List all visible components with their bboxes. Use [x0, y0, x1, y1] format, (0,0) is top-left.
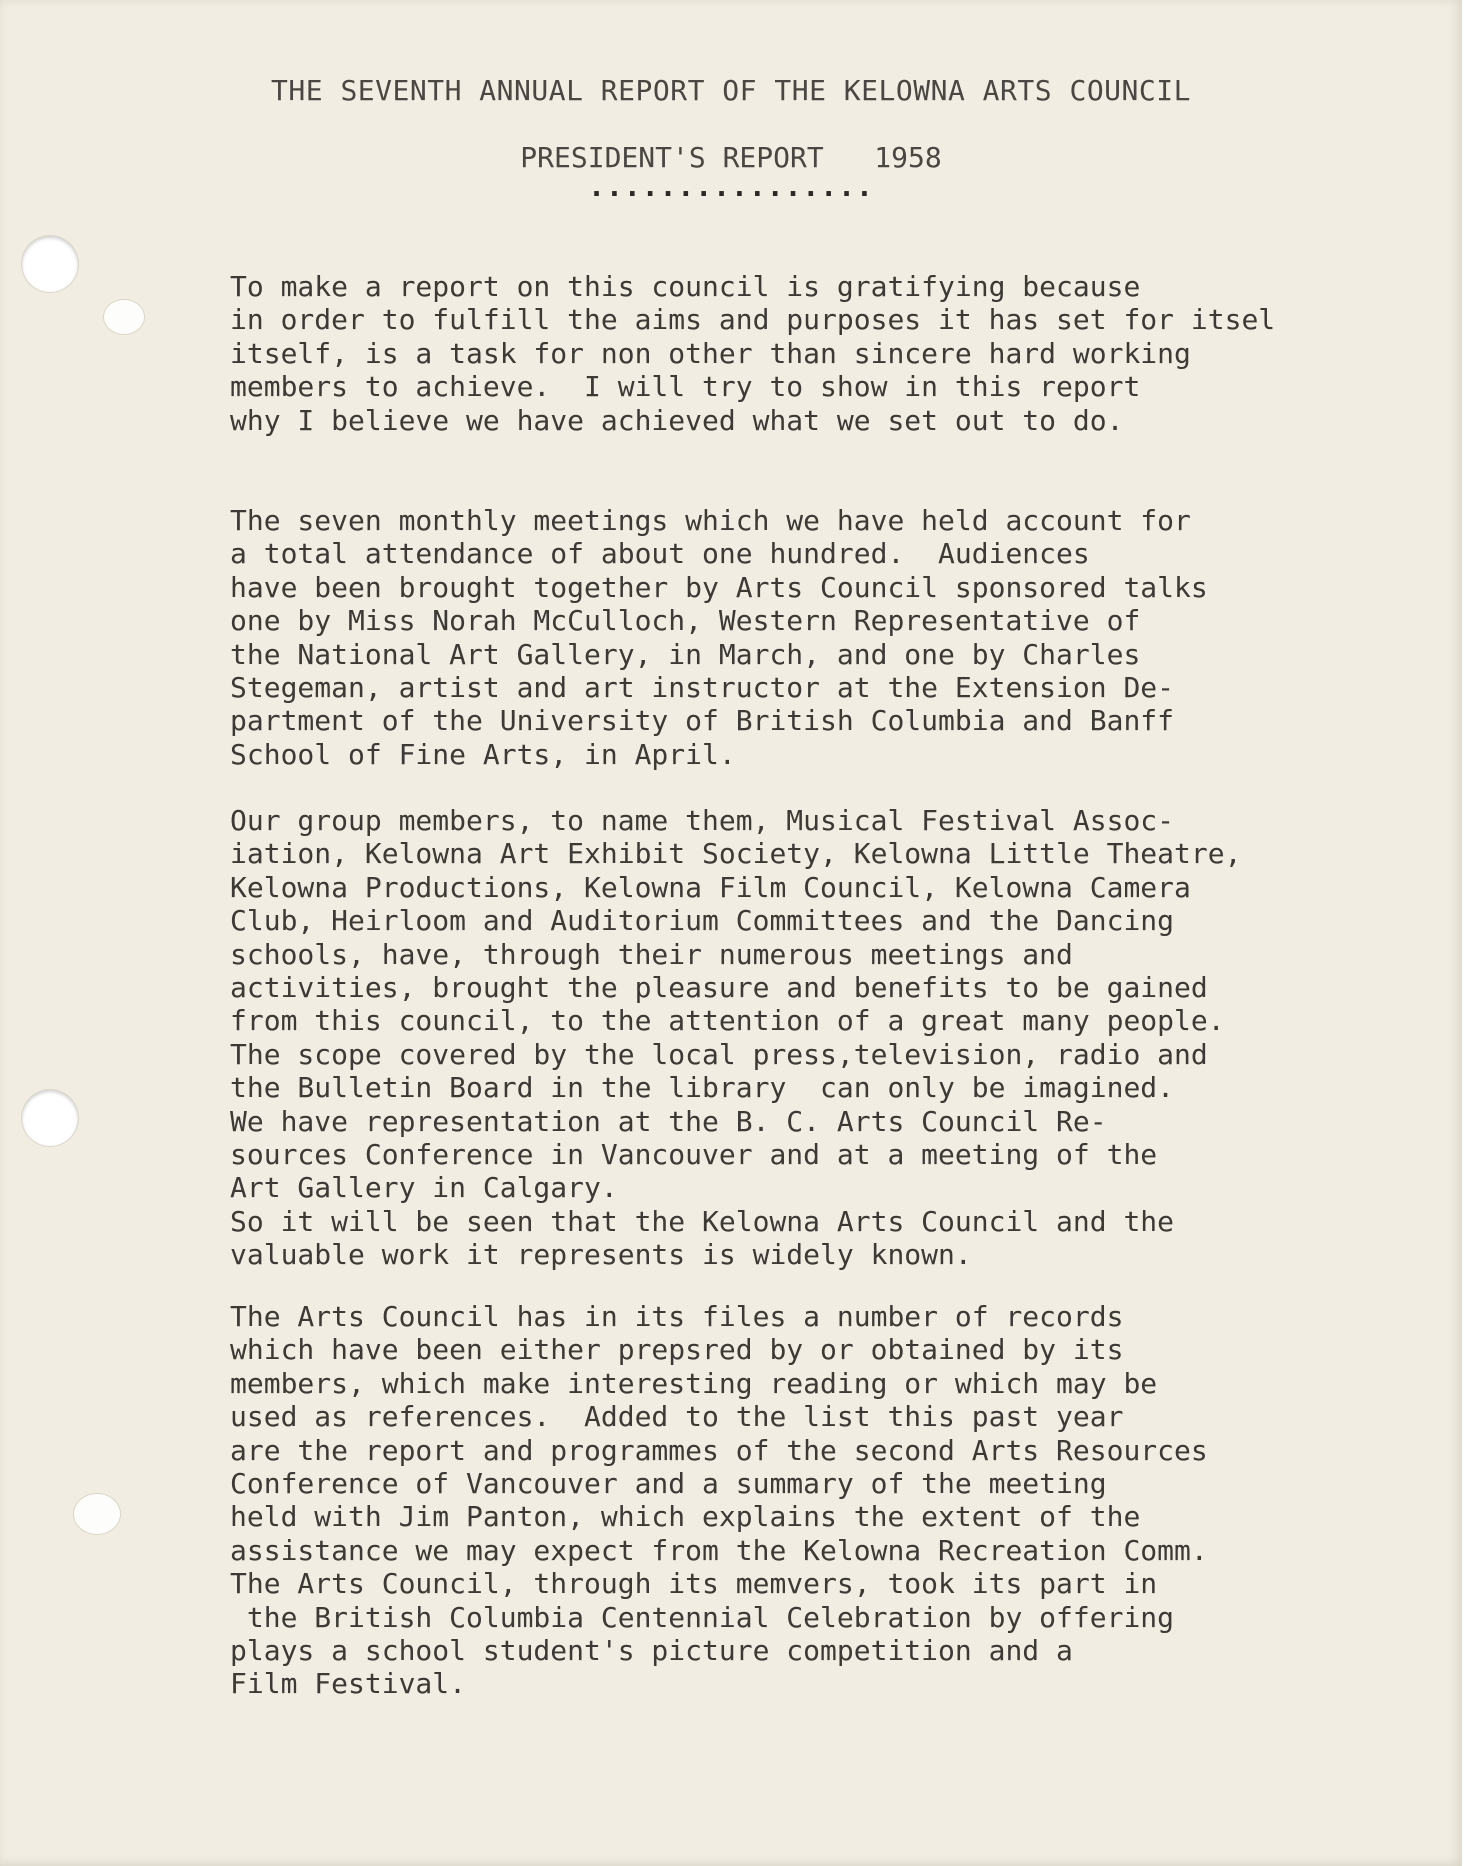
page-edge: [1462, 0, 1480, 1866]
paragraph-group-members: Our group members, to name them, Musical Festival Assoc- iation, Kelowna Art Exhibit Society, Kelowna Little Theatre, Kelowna Productions, Kelowna Film Council, Kelowna Camera Club, Heirloom and Auditorium Committees and the Dancing schools, have, through their numerous meetings and activities, brought the pleasure and benefits to be gained from this council, to the attention of a great many people. The scope covered by the local press,television, radio and the Bulletin Board in the library can only be imagined. We have representation at the B. C. Arts Council Re- sources Conference in Vancouver and at a meeting of the Art Gallery in Calgary. So it will be seen that the Kelowna Arts Council and the valuable work it represents is widely known.: [230, 804, 1242, 1272]
report-subtitle: PRESIDENT'S REPORT 1958: [520, 141, 942, 174]
report-title: THE SEVENTH ANNUAL REPORT OF THE KELOWNA ARTS COUNCIL: [271, 74, 1191, 107]
paper-blemish: [104, 300, 144, 334]
punch-hole-middle: [22, 1090, 78, 1146]
punch-hole-top: [22, 236, 78, 292]
title-divider: ................: [588, 170, 874, 203]
paper-blemish: [74, 1494, 120, 1534]
paragraph-intro: To make a report on this council is gratifying because in order to fulfill the aims and purposes it has set for itsel itself, is a task for non other than sincere hard working members to achieve. I will try to show in this report why I believe we have achieved what we set out to do.: [230, 270, 1276, 437]
paragraph-meetings: The seven monthly meetings which we have held account for a total attendance of about one hundred. Audiences have been brought together by Arts Council sponsored talks one by Miss Norah McCulloch, Western Representative of the National Art Gallery, in March, and one by Charles Stegeman, artist and art instructor at the Extension De- partment of the University of British Columbia and Banff School of Fine Arts, in April.: [230, 504, 1208, 771]
paragraph-records: The Arts Council has in its files a number of records which have been either prepsred by or obtained by its members, which make interesting reading or which may be used as references. Added to the list this past year are the report and programmes of the second Arts Resources Conference of Vancouver and a summary of the meeting held with Jim Panton, which explains the extent of the assistance we may expect from the Kelowna Recreation Comm. The Arts Council, through its memvers, took its part in the British Columbia Centennial Celebration by offering plays a school student's picture competition and a Film Festival.: [230, 1300, 1208, 1701]
